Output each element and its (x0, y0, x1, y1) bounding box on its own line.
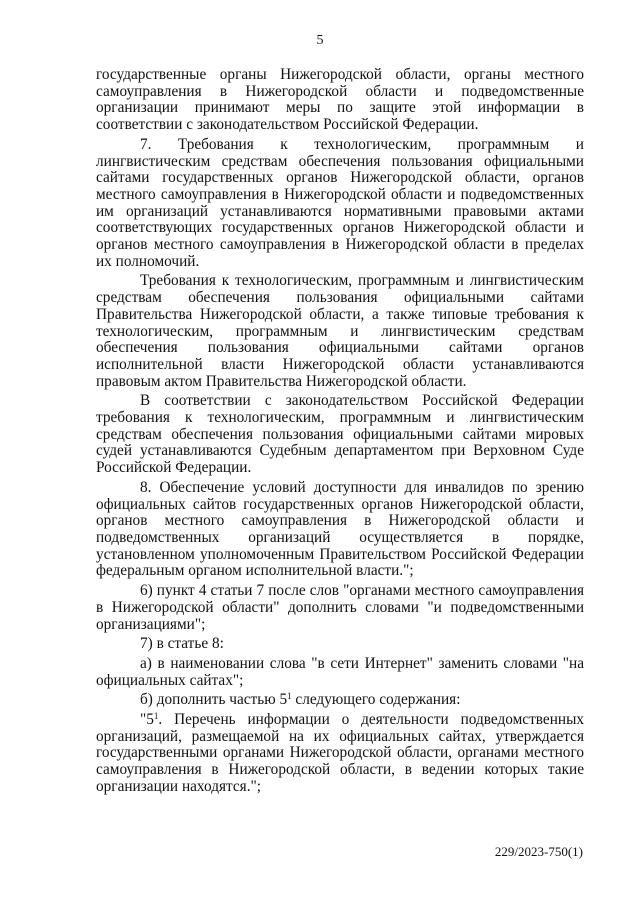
subitem-b-superscript: 1 (287, 691, 292, 702)
part-5-1-number: "5 (140, 711, 154, 729)
paragraph-government-requirements: Требования к технологическим, программным и лингвистическим средствам обеспечения пользования официальными сайтами Правительства Нижегородской области, а также типовые требования к технологическим, программным и лингвистическим средствам обеспечения пользования официальными сайтами органов исполнительной власти Нижегородской области устанавливаются правовым актом Правительства Нижегородской области. (96, 272, 584, 390)
part-5-1-superscript: 1 (153, 711, 159, 722)
paragraph-subitem-6: 6) пункт 4 статьи 7 после слов "органами местного самоуправления в Нижегородской области" дополнить словами "и подведомственными организациями"; (96, 582, 584, 633)
subitem-b-text-start: б) дополнить частью 5 (140, 691, 288, 709)
paragraph-part-5-1 (96, 712, 584, 796)
paragraph-continuation: государственные органы Нижегородской области, органы местного самоуправления в Нижегородской области и подведомственные организации принимают меры по защите этой информации в соответствии с законодательством Российской Федерации. (96, 66, 584, 134)
document-number: 229/2023-750(1) (494, 844, 583, 859)
paragraph-subitem-a: а) в наименовании слова "в сети Интернет" заменить словами "на официальных сайтах"; (96, 654, 584, 689)
subitem-b-text-end: следующего содержания: (291, 691, 461, 709)
paragraph-subitem-b (96, 692, 584, 709)
paragraph-judges-requirements: В соответствии с законодательством Российской Федерации требования к технологическим, программным и лингвистическим средствам обеспечения пользования официальными сайтами мировых судей устанавливаются Судебным департаментом при Верховном Суде Российской Федерации. (96, 392, 584, 477)
paragraph-item-7: 7. Требования к технологическим, программным и лингвистическим средствам обеспечения пользования официальными сайтами государственных органов Нижегородской области, органов местного самоуправления в Нижегородской области и подведомственных им организаций устанавливаются нормативными правовыми актами соответствующих государственных органов Нижегородской области и органов местного самоуправления в Нижегородской области в пределах их полномочий. (96, 135, 584, 270)
paragraph-item-8: 8. Обеспечение условий доступности для инвалидов по зрению официальных сайтов государственных органов Нижегородской области, органов местного самоуправления в Нижегородской области и подведомственных организаций осуществляется в порядке, установленном уполномоченным Правительством Российской Федерации федеральным органом исполнительной власти."; (96, 478, 584, 580)
page-number: 5 (316, 33, 324, 48)
part-5-1-text: . Перечень информации о деятельности подведомственных организаций, размещаемой на их официальных сайтах, утверждается государственными органами Нижегородской области, органами местного самоуправления в Нижегородской области, в ведении которых такие организации находятся."; (96, 711, 584, 795)
paragraph-subitem-7: 7) в статье 8: (140, 635, 224, 653)
document-body (96, 67, 584, 799)
